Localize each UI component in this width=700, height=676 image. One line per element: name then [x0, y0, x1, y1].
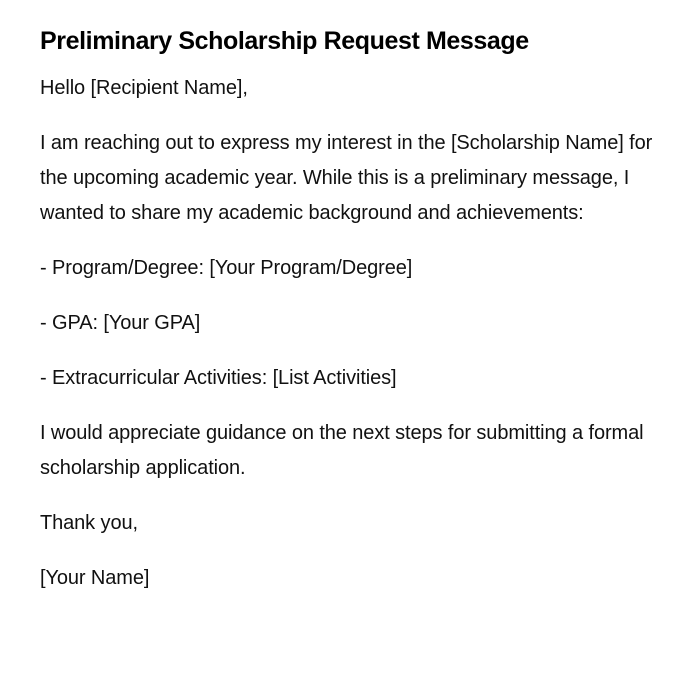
list-item-program: - Program/Degree: [Your Program/Degree] [40, 257, 413, 279]
intro-paragraph: I am reaching out to express my interest in the [Scholarship Name] for the upcoming academic year. While this is a preliminary message, I wanted to share my academic background and achievements: [40, 132, 653, 224]
signoff: Thank you, [40, 512, 138, 534]
list-item-activities: - Extracurricular Activities: [List Activities] [40, 367, 397, 389]
list-item-gpa: - GPA: [Your GPA] [40, 312, 201, 334]
document-title: Preliminary Scholarship Request Message [40, 27, 529, 55]
signature: [Your Name] [40, 567, 150, 589]
greeting: Hello [Recipient Name], [40, 77, 248, 99]
closing-request: I would appreciate guidance on the next steps for submitting a formal scholarship application. [40, 422, 644, 479]
